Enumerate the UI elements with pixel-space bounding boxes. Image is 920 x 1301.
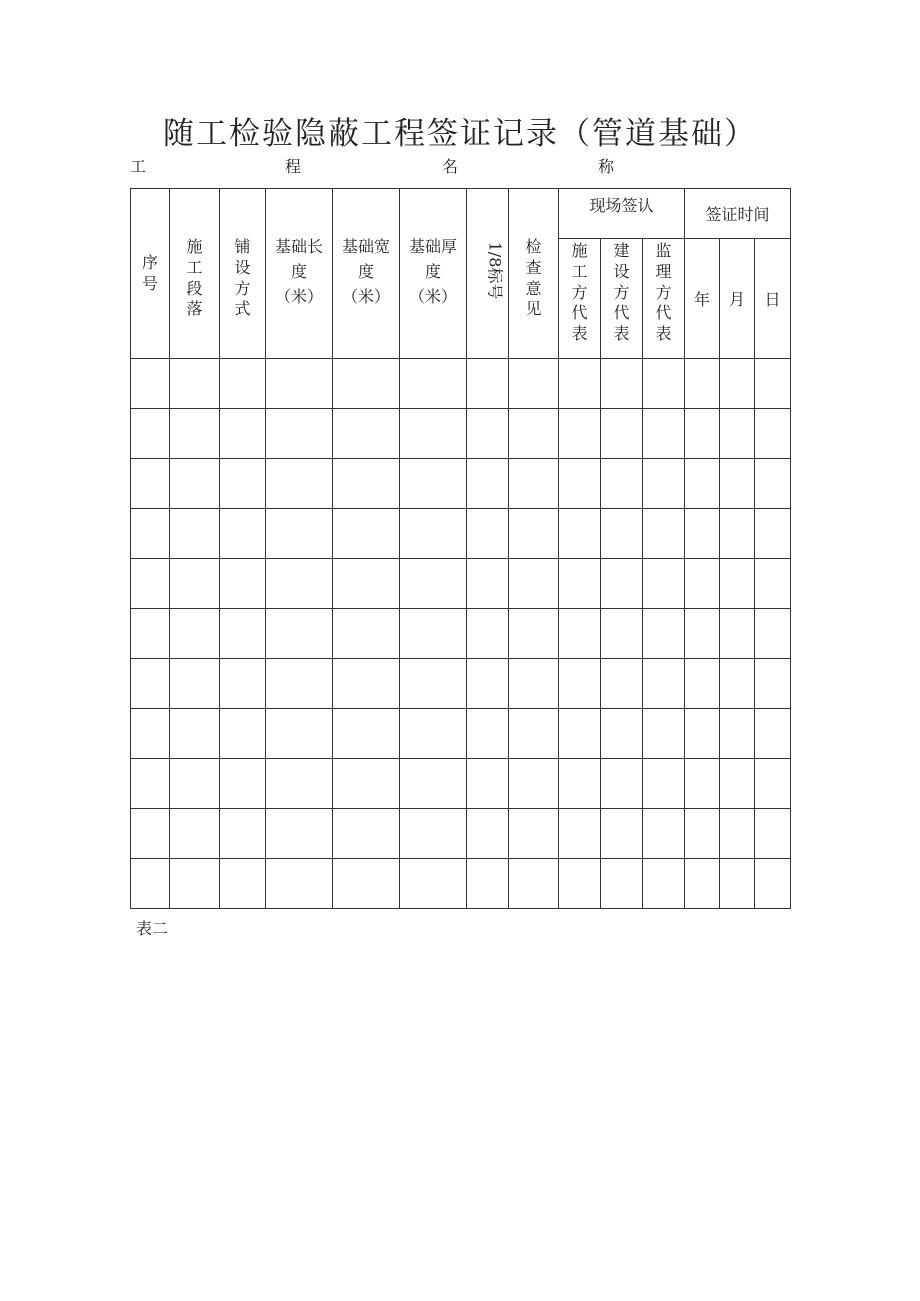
table-cell[interactable] bbox=[400, 659, 467, 709]
table-cell[interactable] bbox=[170, 609, 220, 659]
table-cell[interactable] bbox=[266, 459, 333, 509]
table-cell[interactable] bbox=[509, 709, 559, 759]
table-cell[interactable] bbox=[266, 509, 333, 559]
table-cell[interactable] bbox=[333, 709, 400, 759]
project-name-label bbox=[130, 154, 630, 178]
table-cell[interactable] bbox=[509, 509, 559, 559]
table-cell[interactable] bbox=[333, 359, 400, 409]
table-cell[interactable] bbox=[720, 359, 755, 409]
table-row bbox=[131, 559, 791, 609]
table-cell[interactable] bbox=[131, 559, 170, 609]
header-section: 施工段落 bbox=[170, 189, 220, 359]
table-cell[interactable] bbox=[333, 509, 400, 559]
table-cell[interactable] bbox=[643, 609, 685, 659]
table-cell[interactable] bbox=[720, 509, 755, 559]
table-cell[interactable] bbox=[170, 459, 220, 509]
table-cell[interactable] bbox=[333, 409, 400, 459]
table-cell[interactable] bbox=[220, 859, 266, 909]
header-month: 月 bbox=[720, 239, 755, 359]
table-cell[interactable] bbox=[559, 409, 601, 459]
table-cell[interactable] bbox=[720, 759, 755, 809]
table-cell[interactable] bbox=[131, 659, 170, 709]
table-cell[interactable] bbox=[333, 859, 400, 909]
table-cell[interactable] bbox=[131, 809, 170, 859]
table-cell[interactable] bbox=[266, 859, 333, 909]
table-cell[interactable] bbox=[509, 659, 559, 709]
table-cell[interactable] bbox=[685, 509, 720, 559]
table-cell[interactable] bbox=[559, 759, 601, 809]
table-cell[interactable] bbox=[170, 559, 220, 609]
table-cell[interactable] bbox=[131, 409, 170, 459]
table-cell[interactable] bbox=[720, 609, 755, 659]
header-seq: 序号 bbox=[131, 189, 170, 359]
table-cell[interactable] bbox=[643, 409, 685, 459]
table-cell[interactable] bbox=[131, 609, 170, 659]
table-cell[interactable] bbox=[601, 609, 643, 659]
header-sign-builder: 建设方代表 bbox=[601, 239, 643, 359]
table-cell[interactable] bbox=[559, 459, 601, 509]
table-row bbox=[131, 409, 791, 459]
table-cell[interactable] bbox=[220, 709, 266, 759]
header-year: 年 bbox=[685, 239, 720, 359]
header-method: 铺设方式 bbox=[220, 189, 266, 359]
table-cell[interactable] bbox=[400, 859, 467, 909]
table-cell[interactable] bbox=[131, 359, 170, 409]
table-cell[interactable] bbox=[333, 659, 400, 709]
table-cell[interactable] bbox=[685, 659, 720, 709]
table-cell[interactable] bbox=[601, 659, 643, 709]
table-cell[interactable] bbox=[509, 559, 559, 609]
table-cell[interactable] bbox=[400, 709, 467, 759]
table-cell[interactable] bbox=[333, 809, 400, 859]
table-cell[interactable] bbox=[220, 459, 266, 509]
table-cell[interactable] bbox=[601, 859, 643, 909]
table-cell[interactable] bbox=[720, 659, 755, 709]
table-row bbox=[131, 359, 791, 409]
table-cell[interactable] bbox=[643, 659, 685, 709]
table-cell[interactable] bbox=[685, 609, 720, 659]
table-cell[interactable] bbox=[220, 559, 266, 609]
table-cell[interactable] bbox=[755, 659, 791, 709]
table-cell[interactable] bbox=[467, 809, 509, 859]
table-cell[interactable] bbox=[131, 709, 170, 759]
table-cell[interactable] bbox=[220, 809, 266, 859]
table-cell[interactable] bbox=[509, 809, 559, 859]
inspection-table bbox=[130, 188, 791, 909]
table-cell[interactable] bbox=[559, 359, 601, 409]
table-cell[interactable] bbox=[400, 359, 467, 409]
table-cell[interactable] bbox=[333, 559, 400, 609]
table-cell[interactable] bbox=[601, 809, 643, 859]
table-cell[interactable] bbox=[685, 759, 720, 809]
header-day: 日 bbox=[755, 239, 791, 359]
table-cell[interactable] bbox=[170, 409, 220, 459]
table-cell[interactable] bbox=[559, 809, 601, 859]
table-cell[interactable] bbox=[643, 359, 685, 409]
table-cell[interactable] bbox=[643, 809, 685, 859]
table-cell[interactable] bbox=[400, 759, 467, 809]
header-marker: 1/8标号 bbox=[467, 189, 509, 359]
table-cell[interactable] bbox=[170, 759, 220, 809]
table-cell[interactable] bbox=[601, 459, 643, 509]
table-cell[interactable] bbox=[643, 559, 685, 609]
table-row bbox=[131, 609, 791, 659]
table-footer-label: 表二 bbox=[136, 919, 169, 938]
table-cell[interactable] bbox=[170, 859, 220, 909]
table-cell[interactable] bbox=[559, 609, 601, 659]
table-cell[interactable] bbox=[170, 359, 220, 409]
table-cell[interactable] bbox=[266, 759, 333, 809]
table-cell[interactable] bbox=[131, 459, 170, 509]
table-cell[interactable] bbox=[559, 509, 601, 559]
table-cell[interactable] bbox=[400, 459, 467, 509]
table-cell[interactable] bbox=[755, 759, 791, 809]
header-sign-construction: 施工方代表 bbox=[559, 239, 601, 359]
table-row bbox=[131, 459, 791, 509]
table-cell[interactable] bbox=[509, 359, 559, 409]
table-cell[interactable] bbox=[509, 609, 559, 659]
table-cell[interactable] bbox=[220, 609, 266, 659]
header-length: 基础长 度 （米） bbox=[266, 189, 333, 359]
table-cell[interactable] bbox=[720, 559, 755, 609]
table-cell[interactable] bbox=[601, 359, 643, 409]
table-cell[interactable] bbox=[467, 509, 509, 559]
table-cell[interactable] bbox=[467, 709, 509, 759]
table-cell[interactable] bbox=[266, 809, 333, 859]
table-cell[interactable] bbox=[601, 709, 643, 759]
table-cell[interactable] bbox=[559, 559, 601, 609]
table-cell[interactable] bbox=[400, 559, 467, 609]
table-cell[interactable] bbox=[266, 709, 333, 759]
table-cell[interactable] bbox=[755, 459, 791, 509]
table-row bbox=[131, 859, 791, 909]
table-cell[interactable] bbox=[400, 409, 467, 459]
table-cell[interactable] bbox=[400, 509, 467, 559]
project-label-char: 工 bbox=[130, 157, 147, 176]
table-cell[interactable] bbox=[755, 809, 791, 859]
project-label-char: 程 bbox=[285, 157, 302, 176]
table-cell[interactable] bbox=[685, 409, 720, 459]
table-row bbox=[131, 759, 791, 809]
table-cell[interactable] bbox=[720, 809, 755, 859]
table-cell[interactable] bbox=[720, 709, 755, 759]
table-cell[interactable] bbox=[643, 859, 685, 909]
table-cell[interactable] bbox=[467, 459, 509, 509]
header-sign-time: 签证时间 bbox=[685, 189, 791, 239]
table-cell[interactable] bbox=[755, 859, 791, 909]
table-cell[interactable] bbox=[755, 359, 791, 409]
project-label-char: 称 bbox=[598, 157, 615, 176]
table-cell[interactable] bbox=[170, 509, 220, 559]
project-label-char: 名 bbox=[442, 157, 459, 176]
table-cell[interactable] bbox=[643, 459, 685, 509]
table-cell[interactable] bbox=[467, 609, 509, 659]
table-cell[interactable] bbox=[685, 709, 720, 759]
table-cell[interactable] bbox=[266, 359, 333, 409]
table-cell[interactable] bbox=[170, 809, 220, 859]
table-cell[interactable] bbox=[755, 609, 791, 659]
table-cell[interactable] bbox=[643, 709, 685, 759]
table-cell[interactable] bbox=[509, 859, 559, 909]
table-row bbox=[131, 709, 791, 759]
table-cell[interactable] bbox=[755, 559, 791, 609]
table-cell[interactable] bbox=[559, 659, 601, 709]
table-cell[interactable] bbox=[333, 759, 400, 809]
table-cell[interactable] bbox=[131, 759, 170, 809]
table-cell[interactable] bbox=[266, 609, 333, 659]
table-cell[interactable] bbox=[685, 859, 720, 909]
table-cell[interactable] bbox=[400, 809, 467, 859]
page-title: 随工检验隐蔽工程签证记录（管道基础） bbox=[163, 116, 757, 152]
header-site-sign: 现场签认 bbox=[559, 189, 685, 239]
table-cell[interactable] bbox=[685, 559, 720, 609]
table-cell[interactable] bbox=[509, 759, 559, 809]
table-cell[interactable] bbox=[400, 609, 467, 659]
table-cell[interactable] bbox=[467, 759, 509, 809]
table-cell[interactable] bbox=[170, 709, 220, 759]
table-cell[interactable] bbox=[685, 459, 720, 509]
table-cell[interactable] bbox=[720, 459, 755, 509]
table-cell[interactable] bbox=[467, 359, 509, 409]
table-cell[interactable] bbox=[685, 809, 720, 859]
table-cell[interactable] bbox=[643, 759, 685, 809]
table-cell[interactable] bbox=[601, 509, 643, 559]
table-cell[interactable] bbox=[755, 509, 791, 559]
table-cell[interactable] bbox=[720, 859, 755, 909]
table-cell[interactable] bbox=[509, 459, 559, 509]
table-cell[interactable] bbox=[266, 659, 333, 709]
table-cell[interactable] bbox=[333, 609, 400, 659]
table-cell[interactable] bbox=[685, 359, 720, 409]
table-cell[interactable] bbox=[720, 409, 755, 459]
header-sign-supervisor: 监理方代表 bbox=[643, 239, 685, 359]
table-cell[interactable] bbox=[559, 859, 601, 909]
table-cell[interactable] bbox=[467, 859, 509, 909]
table-cell[interactable] bbox=[601, 759, 643, 809]
table-cell[interactable] bbox=[643, 509, 685, 559]
table-cell[interactable] bbox=[559, 709, 601, 759]
table-cell[interactable] bbox=[220, 409, 266, 459]
header-thickness: 基础厚 度 （米） bbox=[400, 189, 467, 359]
table-cell[interactable] bbox=[266, 559, 333, 609]
table-cell[interactable] bbox=[131, 859, 170, 909]
table-cell[interactable] bbox=[601, 559, 643, 609]
table-cell[interactable] bbox=[755, 709, 791, 759]
header-opinion: 检查意见 bbox=[509, 189, 559, 359]
table-body bbox=[131, 359, 791, 909]
header-width: 基础宽 度 （米） bbox=[333, 189, 400, 359]
table-row bbox=[131, 809, 791, 859]
table-row bbox=[131, 509, 791, 559]
table-cell[interactable] bbox=[467, 559, 509, 609]
table-cell[interactable] bbox=[601, 409, 643, 459]
table-row bbox=[131, 659, 791, 709]
table-cell[interactable] bbox=[220, 759, 266, 809]
table-cell[interactable] bbox=[467, 409, 509, 459]
table-cell[interactable] bbox=[333, 459, 400, 509]
table-cell[interactable] bbox=[170, 659, 220, 709]
table-cell[interactable] bbox=[220, 359, 266, 409]
table-cell[interactable] bbox=[220, 659, 266, 709]
table-cell[interactable] bbox=[131, 509, 170, 559]
table-cell[interactable] bbox=[266, 409, 333, 459]
table-cell[interactable] bbox=[509, 409, 559, 459]
table-cell[interactable] bbox=[755, 409, 791, 459]
table-cell[interactable] bbox=[220, 509, 266, 559]
table-cell[interactable] bbox=[467, 659, 509, 709]
